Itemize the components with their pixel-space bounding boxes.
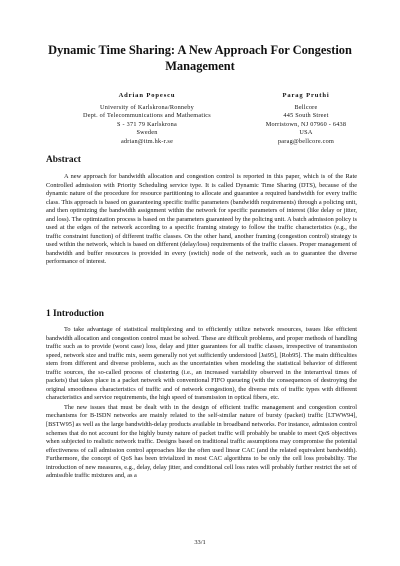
body-paragraph: To take advantage of statistical multiplexing and to efficiently utilize network resources, issues like efficient bandwidth allocation and congestion control must be solved. These are difficult problems, and proper methods of handling traffic such as to provide (worst case) loss, delay and jitter guarantees for all traffic classes, irrespective of transmission speed, network size and traffic mix, seem generally not yet sufficiently understood [Jai95], [Rob95]. The main difficulties stem from different and diverse problems, such as the uncertainties when modeling the statistical behavior of different traffic sources, the so-called process of clustering (i.e., an increased variability observed in the interarrival times of packets) that takes place in a packet network with conventional FIFO queueing (with the consequences of destroying the original smoothness characteristics of traffic and of network congestion), the diverse mix of traffic types with different characteristics and service requirements, the high speed of transmission in optical fibers, etc.: [46, 326, 357, 402]
author-email: adrian@itm.hk-r.se: [120, 137, 174, 145]
introduction-body: [46, 326, 357, 481]
section-heading-introduction: 1 Introduction: [46, 309, 104, 319]
body-paragraph: The new issues that must be dealt with in the design of efficient traffic management and congestion control mechanisms for B-ISDN networks are mainly related to the self-similar nature of bursty (packet) traffic [LTWW94], [BSTW95] as well as the large bandwidth-delay products available in broadband networks. For instance, admission control schemes that do not account for the highly bursty nature of packet traffic will probably be unable to meet QoS objectives when subjected to realistic network traffic. Designs based on traditional traffic assumptions may compromise the potential effectiveness of call admission control approaches like the often used linear CAC (and the related equivalent bandwidth). Furthermore, the concept of QoS has been trivialized in most CAC algorithms to be only the cell loss probability. The introduction of new measures, e.g., delay, delay jitter, and conditional cell loss rates will probably further restrict the set of admissible traffic mixtures and, as a: [46, 403, 357, 480]
author-affiliation-line: USA: [299, 129, 313, 137]
page-number: 33/1: [194, 539, 206, 546]
author-email: parag@bellcore.com: [277, 137, 335, 145]
abstract-paragraph: A new approach for bandwidth allocation and congestion control is reported in this paper, which is of the Rate Controlled admission with Priority Scheduling service type. It is called Dynamic Time Sharing (DTS), because of the dynamic nature of the procedure for resource partitioning to allocate and guarantee a required bandwidth for every traffic class. This approach is based on guaranteeing specific traffic parameters (bandwidth requirements) through a policing unit, and then optimizing the bandwidth assignment within the network for specific parameters of interest (like delay or jitter, and loss). The optimization process is based on the parameters guaranteed by the policing unit. A batch admission policy is used at the edges of the network according to a specific framing strategy to follow the traffic characteristics (e.g., the traffic constraint function) of different traffic classes. On the other hand, another framing (congestion control) strategy is used within the network, which is based on different (delay/loss) requirements of the traffic classes. Proper management of bandwidth and buffer resources is provided in every (switch) node of the network, such as to guarantee the diverse performance of interest.: [46, 173, 357, 266]
author-block-popescu: [62, 92, 232, 147]
author-affiliation-line: Morristown, NJ 07960 - 6438: [265, 120, 347, 128]
author-affiliation-line: Sweden: [136, 129, 158, 137]
author-affiliation-line: University of Karlskrona/Ronneby: [100, 103, 194, 111]
paper-title: Dynamic Time Sharing: A New Approach For Congestion Management: [48, 43, 352, 73]
author-affiliation-line: S - 371 79 Karlskrona: [117, 120, 177, 128]
author-affiliation-line: Dept. of Telecommunications and Mathematics: [83, 112, 211, 120]
author-block-pruthi: [236, 92, 376, 147]
author-name: Adrian Popescu: [118, 92, 176, 99]
abstract-body: [46, 173, 357, 267]
abstract-heading: Abstract: [46, 155, 81, 165]
author-affiliation-line: 445 South Street: [283, 112, 329, 120]
author-name: Parag Pruthi: [282, 92, 330, 99]
author-affiliation-line: Bellcore: [294, 103, 318, 111]
